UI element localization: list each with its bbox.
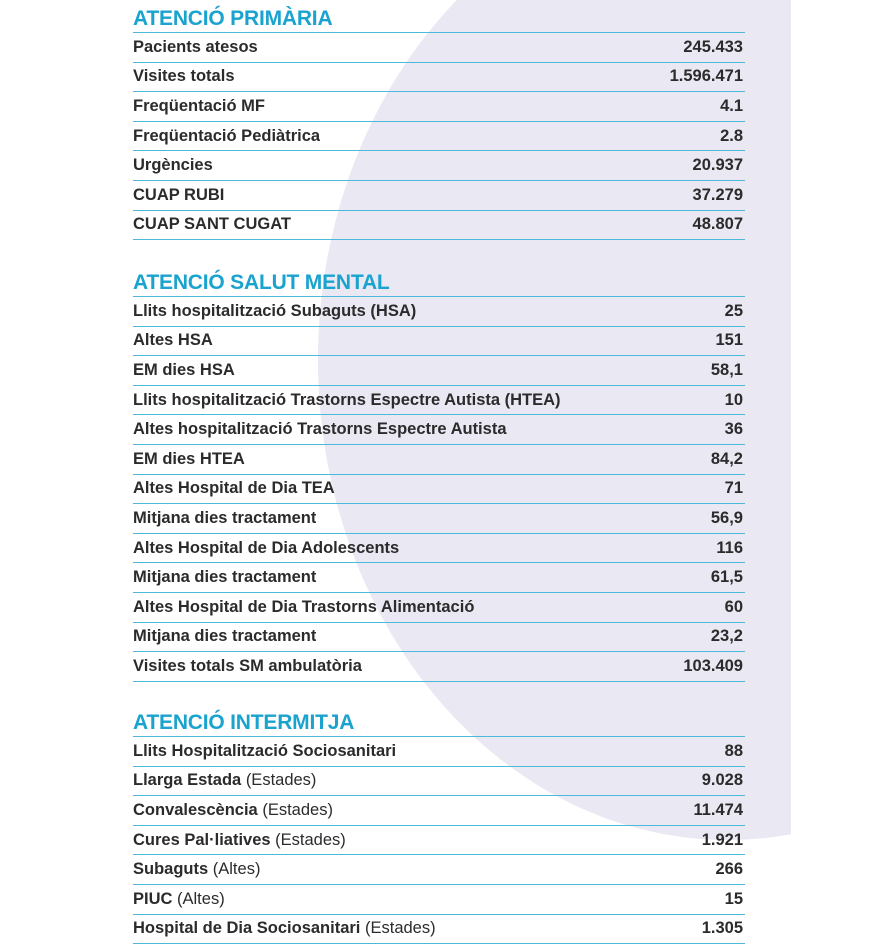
row-label: Altes HSA [133,331,213,350]
row-label-group [133,919,436,938]
row-label: Cures Pal·liatives [133,830,271,849]
table-row [133,622,745,652]
rows [133,32,745,240]
row-label: PIUC [133,889,173,908]
row-label: Llarga Estada [133,771,242,790]
row-label: Freqüentació MF [133,96,266,115]
row-value: 58,1 [710,360,743,379]
row-label: Altes Hospital de Dia TEA [133,479,335,498]
row-value: 103.409 [683,656,743,675]
table-row [133,914,745,945]
row-value: 266 [715,860,743,879]
row-label: Hospital de Dia Sociosanitari [133,919,361,938]
row-label-group [133,831,346,850]
row-value: 4.1 [720,96,743,115]
table-row [133,91,745,121]
table-row [133,414,745,444]
row-note: (Altes) [177,889,225,908]
row-label: Mitjana dies tractament [133,627,317,646]
section-atencio-intermitja [133,706,745,944]
row-value: 1.921 [701,830,743,849]
row-note: (Estades) [364,919,436,938]
row-label-group [133,627,316,646]
section-title: ATENCIÓ PRIMÀRIA [133,7,333,30]
row-label: Altes Hospital de Dia Trastorns Alimentació [133,597,475,616]
table-row [133,296,745,326]
row-note: (Estades) [262,800,333,819]
row-label: Llits Hospitalització Sociosanitari [133,741,397,760]
row-label-group [133,771,316,790]
row-label: CUAP SANT CUGAT [133,215,291,234]
row-label: Subaguts [133,860,209,879]
table-row [133,533,745,563]
table-row [133,180,745,210]
table-row [133,825,745,855]
row-label-group [133,801,333,820]
row-label-group [133,38,258,57]
row-value: 10 [724,390,743,409]
rows [133,736,745,944]
row-value: 9.028 [701,771,743,790]
table-row [133,150,745,180]
row-label-group [133,186,224,205]
row-value: 60 [724,597,743,616]
section-atencio-primaria [133,2,745,240]
row-label: CUAP RUBI [133,185,225,204]
rows [133,296,745,682]
row-label: EM dies HSA [133,360,235,379]
row-value: 1.305 [701,919,743,938]
row-label-group [133,598,474,617]
table-row [133,592,745,622]
row-value: 245.433 [683,37,743,56]
row-value: 36 [724,420,743,439]
row-label: Urgències [133,156,213,175]
row-value: 1.596.471 [669,67,743,86]
row-label-group [133,391,561,410]
row-value: 71 [724,479,743,498]
row-label: Freqüentació Pediàtrica [133,126,321,145]
row-value: 61,5 [710,568,743,587]
row-value: 15 [724,889,743,908]
row-label: Visites totals SM ambulatòria [133,656,362,675]
table-row [133,884,745,914]
row-label: Mitjana dies tractament [133,508,317,527]
table-row [133,736,745,766]
row-label-group [133,450,245,469]
row-label-group [133,479,335,498]
row-value: 2.8 [720,126,743,145]
table-row [133,444,745,474]
row-label-group [133,539,399,558]
row-value: 20.937 [692,156,743,175]
table-row [133,766,745,796]
row-label-group [133,67,235,86]
row-value: 25 [724,301,743,320]
row-label-group [133,742,396,761]
section-atencio-salut-mental [133,266,745,682]
row-label: EM dies HTEA [133,449,245,468]
section-title: ATENCIÓ SALUT MENTAL [133,271,390,294]
row-label-group [133,97,265,116]
section-title: ATENCIÓ INTERMITJA [133,711,355,734]
row-label-group [133,127,320,146]
row-note: (Estades) [275,830,346,849]
row-label-group [133,420,507,439]
row-label-group [133,657,362,676]
table-row [133,326,745,356]
row-label: Visites totals [133,67,235,86]
row-value: 88 [724,741,743,760]
table-row [133,32,745,62]
table-row [133,854,745,884]
table-row [133,210,745,241]
row-label: Pacients atesos [133,37,258,56]
row-label-group [133,509,316,528]
table-row [133,474,745,504]
table-row [133,121,745,151]
row-value: 23,2 [710,627,743,646]
row-label-group [133,361,235,380]
row-label-group [133,860,260,879]
row-label-group [133,331,213,350]
table-row [133,62,745,92]
row-note: (Altes) [212,860,261,879]
row-value: 37.279 [692,185,743,204]
table-row [133,795,745,825]
row-value: 151 [715,331,743,350]
row-note: (Estades) [245,771,317,790]
row-label: Mitjana dies tractament [133,568,317,587]
row-value: 11.474 [693,800,743,819]
table-row [133,355,745,385]
row-label-group [133,215,291,234]
row-value: 84,2 [710,449,743,468]
row-label-group [133,568,316,587]
row-value: 116 [716,538,743,557]
row-label-group [133,156,213,175]
row-label-group [133,890,225,909]
table-row [133,385,745,415]
row-label: Altes hospitalització Trastorns Espectre Autista [133,420,507,439]
row-label: Llits hospitalització Trastorns Espectre Autista (HTEA) [133,390,561,409]
row-label: Altes Hospital de Dia Adolescents [133,538,400,557]
row-label-group [133,302,416,321]
row-label: Convalescència [133,800,258,819]
table-row [133,651,745,682]
row-value: 48.807 [692,215,743,234]
table-row [133,562,745,592]
table-row [133,503,745,533]
row-label: Llits hospitalització Subaguts (HSA) [133,301,417,320]
row-value: 56,9 [710,508,743,527]
